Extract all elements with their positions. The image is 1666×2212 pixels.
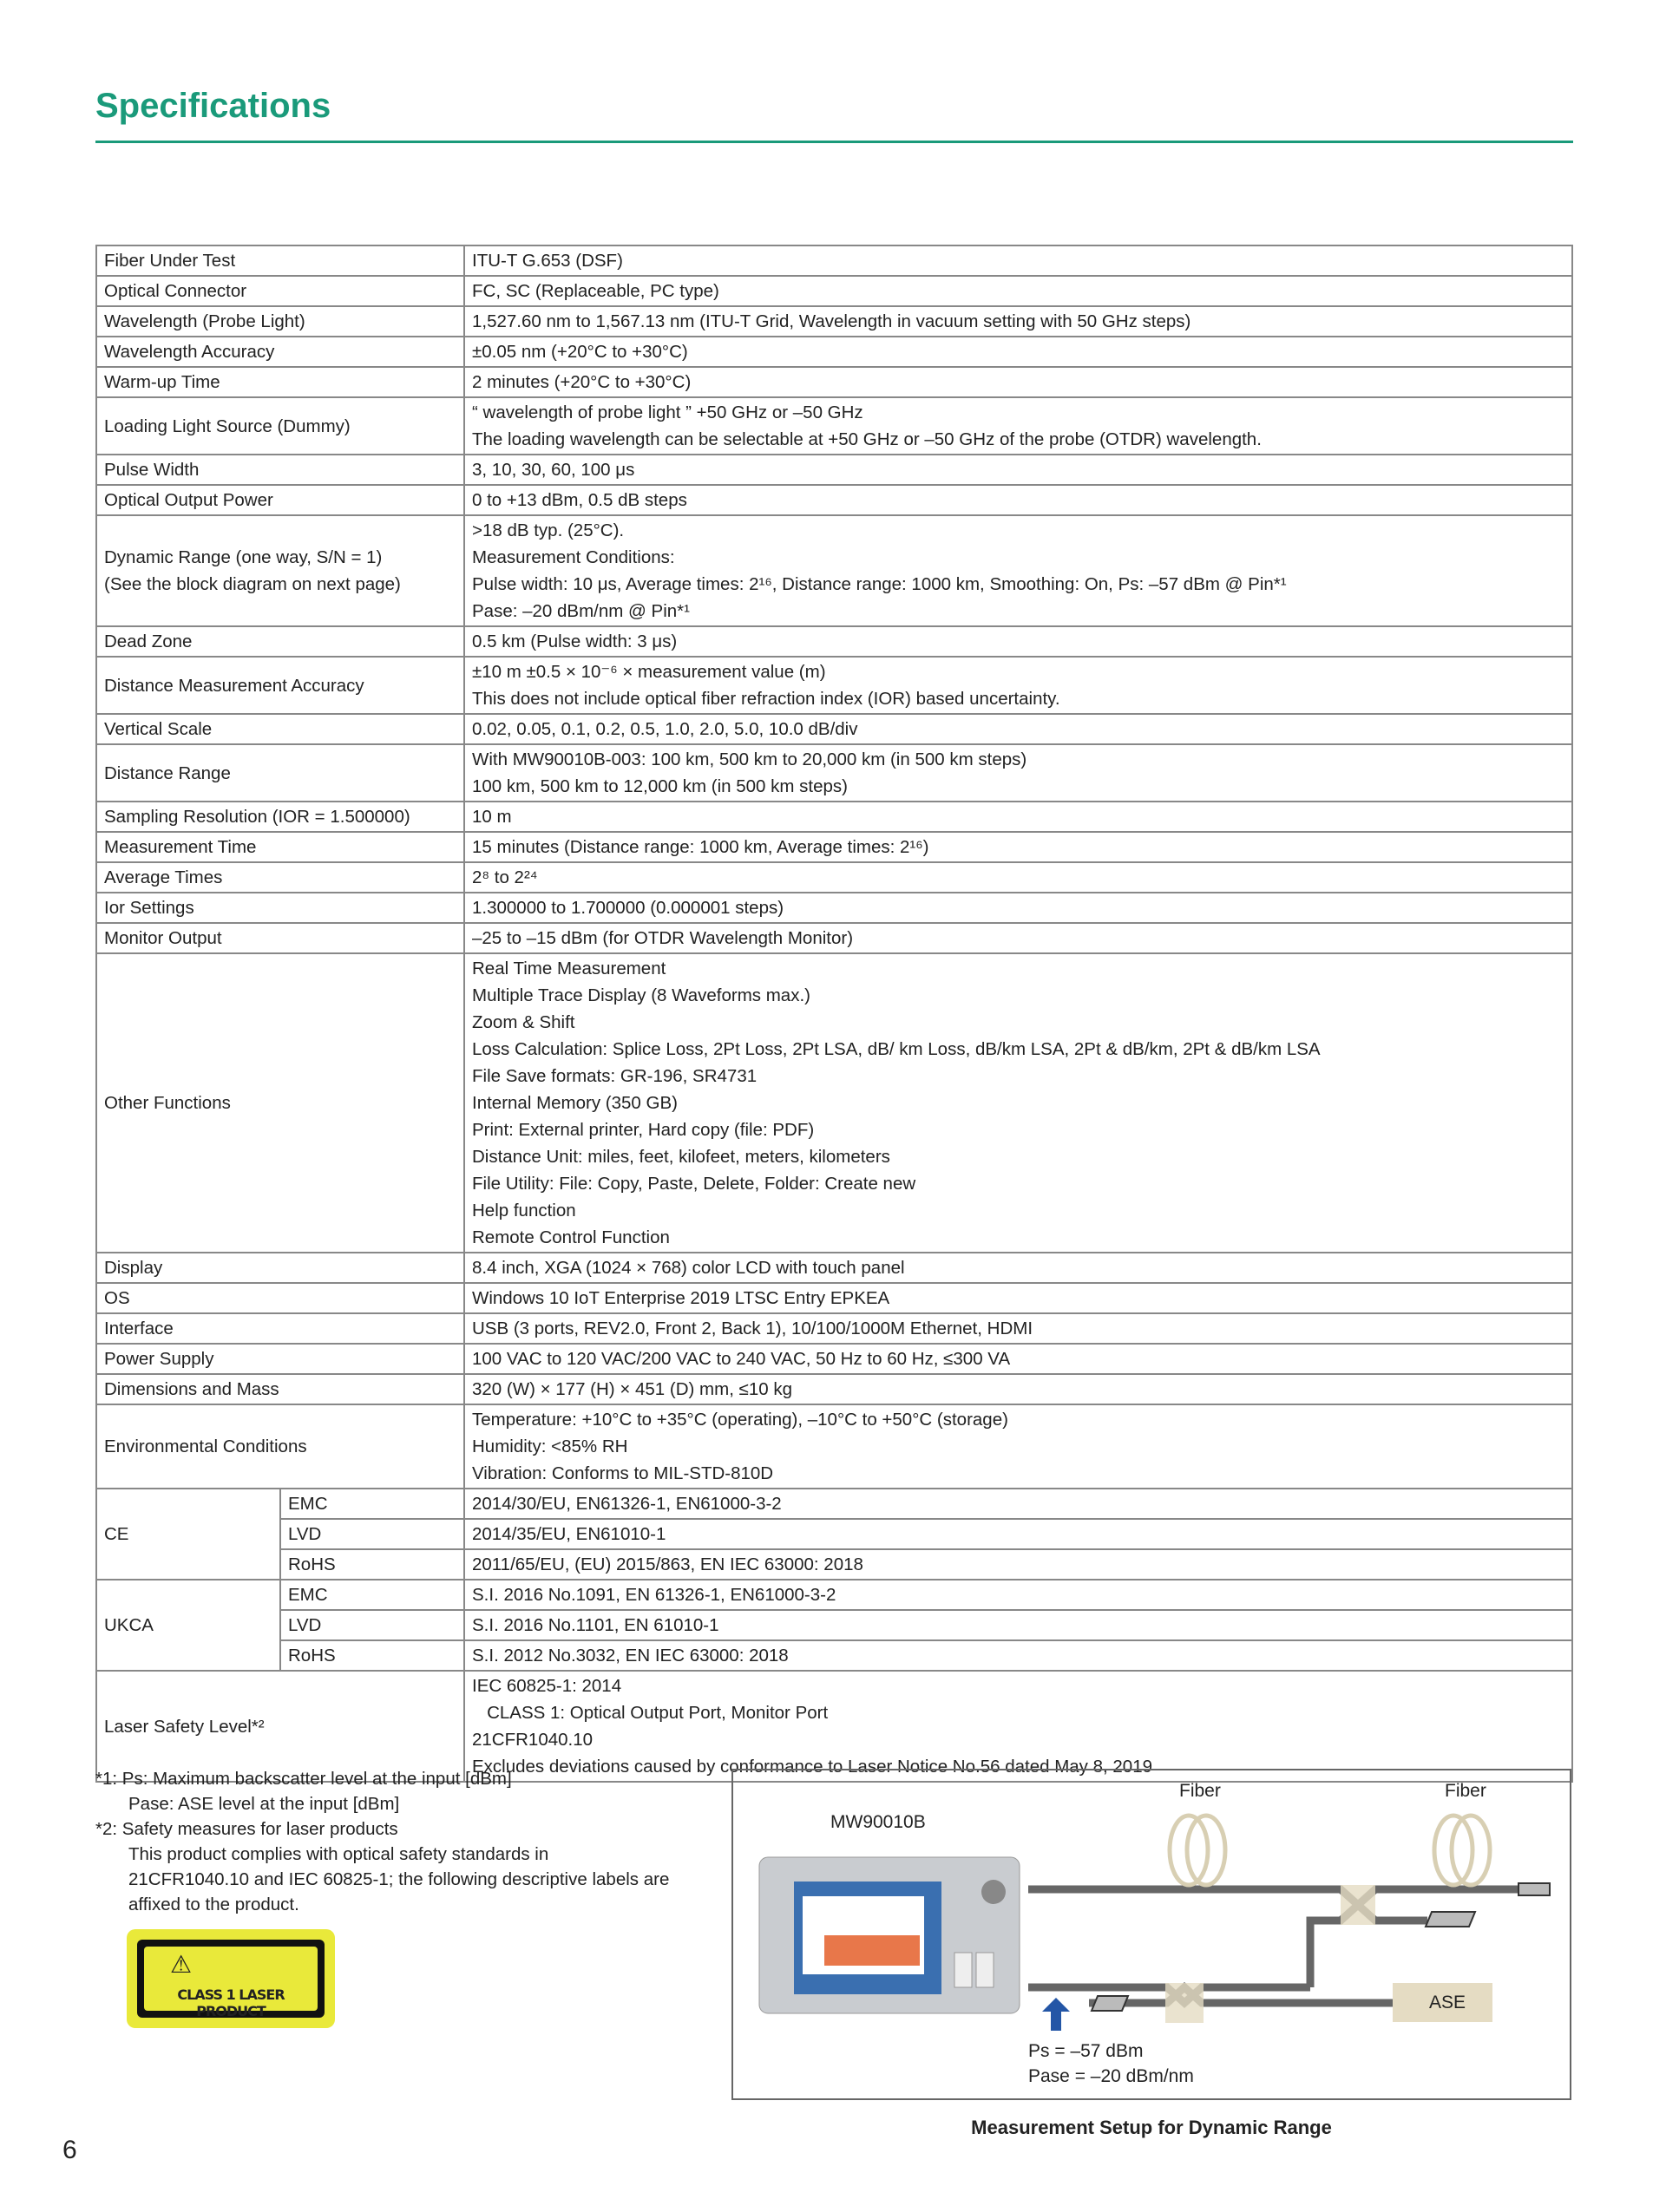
table-row bbox=[96, 862, 1572, 893]
spec-value bbox=[464, 802, 1572, 832]
spec-name: Pulse Width bbox=[96, 455, 464, 485]
spec-value bbox=[464, 893, 1572, 923]
spec-value-line: 0.02, 0.05, 0.1, 0.2, 0.5, 1.0, 2.0, 5.0, 10.0 dB/div bbox=[472, 719, 858, 739]
spec-name: Average Times bbox=[96, 862, 464, 893]
table-row bbox=[96, 397, 1572, 455]
spec-value-line: Distance Unit: miles, feet, kilofeet, meters, kilometers bbox=[472, 1147, 890, 1167]
spec-name: Distance Range bbox=[96, 744, 464, 802]
spec-value-line: Real Time Measurement bbox=[472, 959, 666, 978]
table-row bbox=[96, 245, 1572, 276]
table-row bbox=[96, 1489, 1572, 1519]
spec-value-line: Humidity: <85% RH bbox=[472, 1436, 628, 1456]
table-row bbox=[96, 1671, 1572, 1782]
fiber-label-2: Fiber bbox=[1445, 1781, 1486, 1801]
spec-name: Fiber Under Test bbox=[96, 245, 464, 276]
measurement-diagram bbox=[731, 1769, 1571, 2100]
spec-value-line: File Save formats: GR-196, SR4731 bbox=[472, 1066, 758, 1086]
spec-name: Measurement Time bbox=[96, 832, 464, 862]
table-row bbox=[96, 1519, 1572, 1549]
spec-value-line: Vibration: Conforms to MIL-STD-810D bbox=[472, 1463, 774, 1483]
footnote-2b: This product complies with optical safety standards in bbox=[128, 1844, 549, 1864]
spec-name: Interface bbox=[96, 1313, 464, 1344]
spec-name: Dimensions and Mass bbox=[96, 1374, 464, 1404]
spec-value-line: 1.300000 to 1.700000 (0.000001 steps) bbox=[472, 898, 784, 918]
spec-name: Distance Measurement Accuracy bbox=[96, 657, 464, 714]
footnote-2d: affixed to the product. bbox=[128, 1895, 299, 1914]
table-row bbox=[96, 485, 1572, 515]
spec-value bbox=[464, 367, 1572, 397]
sub-spec-name: LVD bbox=[280, 1610, 464, 1640]
spec-value-line: 100 km, 500 km to 12,000 km (in 500 km steps) bbox=[472, 776, 848, 796]
spec-value-line: ±10 m ±0.5 × 10⁻⁶ × measurement value (m) bbox=[472, 662, 826, 682]
spec-value-line: Loss Calculation: Splice Loss, 2Pt Loss, 2Pt LSA, dB/ km Loss, dB/km LSA, 2Pt & dB/km, 2Pt & dB/km LSA bbox=[472, 1039, 1321, 1059]
title-rule bbox=[95, 141, 1573, 143]
table-row bbox=[96, 515, 1572, 626]
spec-value bbox=[464, 923, 1572, 953]
spec-value-line: ITU-T G.653 (DSF) bbox=[472, 251, 623, 271]
spec-value-line: IEC 60825-1: 2014 bbox=[472, 1676, 622, 1696]
spec-value-line: Windows 10 IoT Enterprise 2019 LTSC Entry EPKEA bbox=[472, 1288, 890, 1308]
spec-value-line: Pulse width: 10 μs, Average times: 2¹⁶, Distance range: 1000 km, Smoothing: On, Ps: –57 dBm @ Pin*¹ bbox=[472, 574, 1287, 594]
table-row bbox=[96, 1283, 1572, 1313]
coupler-1 bbox=[1341, 1885, 1375, 1925]
spec-value bbox=[464, 485, 1572, 515]
spec-value-line: 10 m bbox=[472, 807, 512, 827]
spec-name: Dead Zone bbox=[96, 626, 464, 657]
table-row bbox=[96, 1404, 1572, 1489]
fiber-coil-icon bbox=[1170, 1816, 1490, 1885]
terminator-icon bbox=[1518, 1883, 1550, 1895]
spec-name: Wavelength (Probe Light) bbox=[96, 306, 464, 337]
spec-value-line: “ wavelength of probe light ” +50 GHz or –50 GHz bbox=[472, 402, 863, 422]
table-row bbox=[96, 306, 1572, 337]
sub-spec-name: EMC bbox=[280, 1580, 464, 1610]
spec-value-line: File Utility: File: Copy, Paste, Delete, Folder: Create new bbox=[472, 1174, 916, 1194]
footnote-1b: Pase: ASE level at the input [dBm] bbox=[128, 1794, 400, 1814]
table-row bbox=[96, 1313, 1572, 1344]
spec-name: Laser Safety Level*² bbox=[96, 1671, 464, 1782]
footnote-2c: 21CFR1040.10 and IEC 60825-1; the following descriptive labels are bbox=[128, 1869, 670, 1889]
spec-name: Optical Output Power bbox=[96, 485, 464, 515]
spec-value: S.I. 2016 No.1101, EN 61010-1 bbox=[464, 1610, 1572, 1640]
spec-value: 2014/30/EU, EN61326-1, EN61000-3-2 bbox=[464, 1489, 1572, 1519]
footnotes bbox=[95, 1766, 720, 1917]
spec-value bbox=[464, 1404, 1572, 1489]
spec-value bbox=[464, 1283, 1572, 1313]
spec-value-line: CLASS 1: Optical Output Port, Monitor Port bbox=[472, 1703, 829, 1723]
diagram-caption: Measurement Setup for Dynamic Range bbox=[971, 2117, 1332, 2138]
sub-spec-name: RoHS bbox=[280, 1549, 464, 1580]
spec-value-line: Excludes deviations caused by conformance to Laser Notice No.56 dated May 8, 2019 bbox=[472, 1757, 1153, 1777]
spec-value-line: >18 dB typ. (25°C). bbox=[472, 520, 625, 540]
spec-value: S.I. 2016 No.1091, EN 61326-1, EN61000-3-2 bbox=[464, 1580, 1572, 1610]
spec-value-line: 100 VAC to 120 VAC/200 VAC to 240 VAC, 50 Hz to 60 Hz, ≤300 VA bbox=[472, 1349, 1011, 1369]
spec-name: Monitor Output bbox=[96, 923, 464, 953]
spec-value-line: The loading wavelength can be selectable at +50 GHz or –50 GHz of the probe (OTDR) wavelength. bbox=[472, 429, 1262, 449]
spec-value bbox=[464, 1374, 1572, 1404]
spec-value bbox=[464, 306, 1572, 337]
spec-value bbox=[464, 1671, 1572, 1782]
table-row bbox=[96, 744, 1572, 802]
spec-value-line: Remote Control Function bbox=[472, 1227, 670, 1247]
table-row bbox=[96, 1580, 1572, 1610]
sub-spec-name: RoHS bbox=[280, 1640, 464, 1671]
coupler-2 bbox=[1165, 1983, 1204, 2023]
spec-value bbox=[464, 1253, 1572, 1283]
spec-name: Dynamic Range (one way, S/N = 1) (See the block diagram on next page) bbox=[96, 515, 464, 626]
spec-value bbox=[464, 862, 1572, 893]
ase-label: ASE bbox=[1429, 1993, 1466, 2012]
spec-value bbox=[464, 953, 1572, 1253]
spec-value: S.I. 2012 No.3032, EN IEC 63000: 2018 bbox=[464, 1640, 1572, 1671]
spec-name: Other Functions bbox=[96, 953, 464, 1253]
spec-table bbox=[95, 245, 1573, 1783]
spec-name: OS bbox=[96, 1283, 464, 1313]
footnote-1: *1: Ps: Maximum backscatter level at the input [dBm] bbox=[95, 1769, 512, 1789]
spec-value-line: Zoom & Shift bbox=[472, 1012, 575, 1032]
spec-value bbox=[464, 626, 1572, 657]
spec-value bbox=[464, 657, 1572, 714]
device-label: MW90010B bbox=[830, 1812, 926, 1832]
table-row bbox=[96, 923, 1572, 953]
spec-value bbox=[464, 455, 1572, 485]
spec-value-line: This does not include optical fiber refraction index (IOR) based uncertainty. bbox=[472, 689, 1060, 709]
spec-value-line: Help function bbox=[472, 1201, 576, 1221]
spec-value bbox=[464, 515, 1572, 626]
spec-value-line: 15 minutes (Distance range: 1000 km, Average times: 2¹⁶) bbox=[472, 837, 929, 857]
spec-name: Power Supply bbox=[96, 1344, 464, 1374]
spec-value-line: With MW90010B-003: 100 km, 500 km to 20,000 km (in 500 km steps) bbox=[472, 749, 1027, 769]
group-name: UKCA bbox=[96, 1580, 280, 1671]
group-name: CE bbox=[96, 1489, 280, 1580]
spec-name: Sampling Resolution (IOR = 1.500000) bbox=[96, 802, 464, 832]
table-row bbox=[96, 1549, 1572, 1580]
spec-value-line: Temperature: +10°C to +35°C (operating), –10°C to +50°C (storage) bbox=[472, 1410, 1008, 1430]
spec-name: Optical Connector bbox=[96, 276, 464, 306]
spec-value bbox=[464, 714, 1572, 744]
arrow-up-icon bbox=[1042, 1998, 1070, 2031]
page-title: Specifications bbox=[95, 87, 331, 125]
table-row bbox=[96, 657, 1572, 714]
spec-value: 2011/65/EU, (EU) 2015/863, EN IEC 63000: 2018 bbox=[464, 1549, 1572, 1580]
spec-value-line: 320 (W) × 177 (H) × 451 (D) mm, ≤10 kg bbox=[472, 1379, 792, 1399]
table-row bbox=[96, 1374, 1572, 1404]
spec-value-line: 8.4 inch, XGA (1024 × 768) color LCD with touch panel bbox=[472, 1258, 905, 1278]
spec-value bbox=[464, 832, 1572, 862]
table-row bbox=[96, 626, 1572, 657]
pase-label: Pase = –20 dBm/nm bbox=[1028, 2066, 1194, 2086]
spec-value-line: USB (3 ports, REV2.0, Front 2, Back 1), 10/100/1000M Ethernet, HDMI bbox=[472, 1319, 1033, 1338]
spec-name: Warm-up Time bbox=[96, 367, 464, 397]
terminator-icon bbox=[1426, 1912, 1475, 1927]
otdr-device-image bbox=[759, 1857, 1020, 2013]
fiber-label-1: Fiber bbox=[1179, 1781, 1221, 1801]
spec-value-line: –25 to –15 dBm (for OTDR Wavelength Monitor) bbox=[472, 928, 854, 948]
footnote-2: *2: Safety measures for laser products bbox=[95, 1819, 398, 1839]
spec-name: Ior Settings bbox=[96, 893, 464, 923]
spec-value-line: 2 minutes (+20°C to +30°C) bbox=[472, 372, 692, 392]
spec-value bbox=[464, 1344, 1572, 1374]
label-text: CLASS 1 LASER PRODUCT bbox=[177, 1986, 285, 2019]
warning-icon: ⚠ bbox=[170, 1950, 193, 1979]
table-row bbox=[96, 1610, 1572, 1640]
spec-value-line: FC, SC (Replaceable, PC type) bbox=[472, 281, 719, 301]
spec-value-line: Pase: –20 dBm/nm @ Pin*¹ bbox=[472, 601, 690, 621]
spec-value-line: Measurement Conditions: bbox=[472, 547, 675, 567]
table-row bbox=[96, 714, 1572, 744]
table-row bbox=[96, 1344, 1572, 1374]
table-row bbox=[96, 337, 1572, 367]
table-row bbox=[96, 367, 1572, 397]
spec-value-line: 2⁸ to 2²⁴ bbox=[472, 867, 538, 887]
spec-value bbox=[464, 276, 1572, 306]
spec-value-line: Multiple Trace Display (8 Waveforms max.) bbox=[472, 985, 810, 1005]
table-row bbox=[96, 455, 1572, 485]
spec-value-line: Print: External printer, Hard copy (file: PDF) bbox=[472, 1120, 815, 1140]
spec-value bbox=[464, 397, 1572, 455]
spec-value-line: Internal Memory (350 GB) bbox=[472, 1093, 678, 1113]
spec-value-line: 1,527.60 nm to 1,567.13 nm (ITU-T Grid, Wavelength in vacuum setting with 50 GHz steps) bbox=[472, 311, 1191, 331]
spec-value bbox=[464, 337, 1572, 367]
spec-value bbox=[464, 744, 1572, 802]
spec-value-line: 0 to +13 dBm, 0.5 dB steps bbox=[472, 490, 687, 510]
spec-value-line: 3, 10, 30, 60, 100 μs bbox=[472, 460, 635, 480]
table-row bbox=[96, 1640, 1572, 1671]
table-row bbox=[96, 953, 1572, 1253]
page-number: 6 bbox=[62, 2136, 77, 2164]
sub-spec-name: EMC bbox=[280, 1489, 464, 1519]
laser-class-label bbox=[127, 1929, 335, 2028]
table-row bbox=[96, 1253, 1572, 1283]
spec-name: Wavelength Accuracy bbox=[96, 337, 464, 367]
sub-spec-name: LVD bbox=[280, 1519, 464, 1549]
spec-name: Display bbox=[96, 1253, 464, 1283]
spec-name: Environmental Conditions bbox=[96, 1404, 464, 1489]
spec-value-line: 0.5 km (Pulse width: 3 μs) bbox=[472, 632, 678, 651]
spec-value bbox=[464, 245, 1572, 276]
spec-value-line: 21CFR1040.10 bbox=[472, 1730, 594, 1750]
spec-value-line: ±0.05 nm (+20°C to +30°C) bbox=[472, 342, 688, 362]
spec-value bbox=[464, 1313, 1572, 1344]
spec-value: 2014/35/EU, EN61010-1 bbox=[464, 1519, 1572, 1549]
spec-name: Vertical Scale bbox=[96, 714, 464, 744]
ps-label: Ps = –57 dBm bbox=[1028, 2041, 1144, 2061]
terminator-icon bbox=[1092, 1996, 1128, 2011]
table-row bbox=[96, 832, 1572, 862]
table-row bbox=[96, 802, 1572, 832]
spec-name: Loading Light Source (Dummy) bbox=[96, 397, 464, 455]
table-row bbox=[96, 893, 1572, 923]
table-row bbox=[96, 276, 1572, 306]
